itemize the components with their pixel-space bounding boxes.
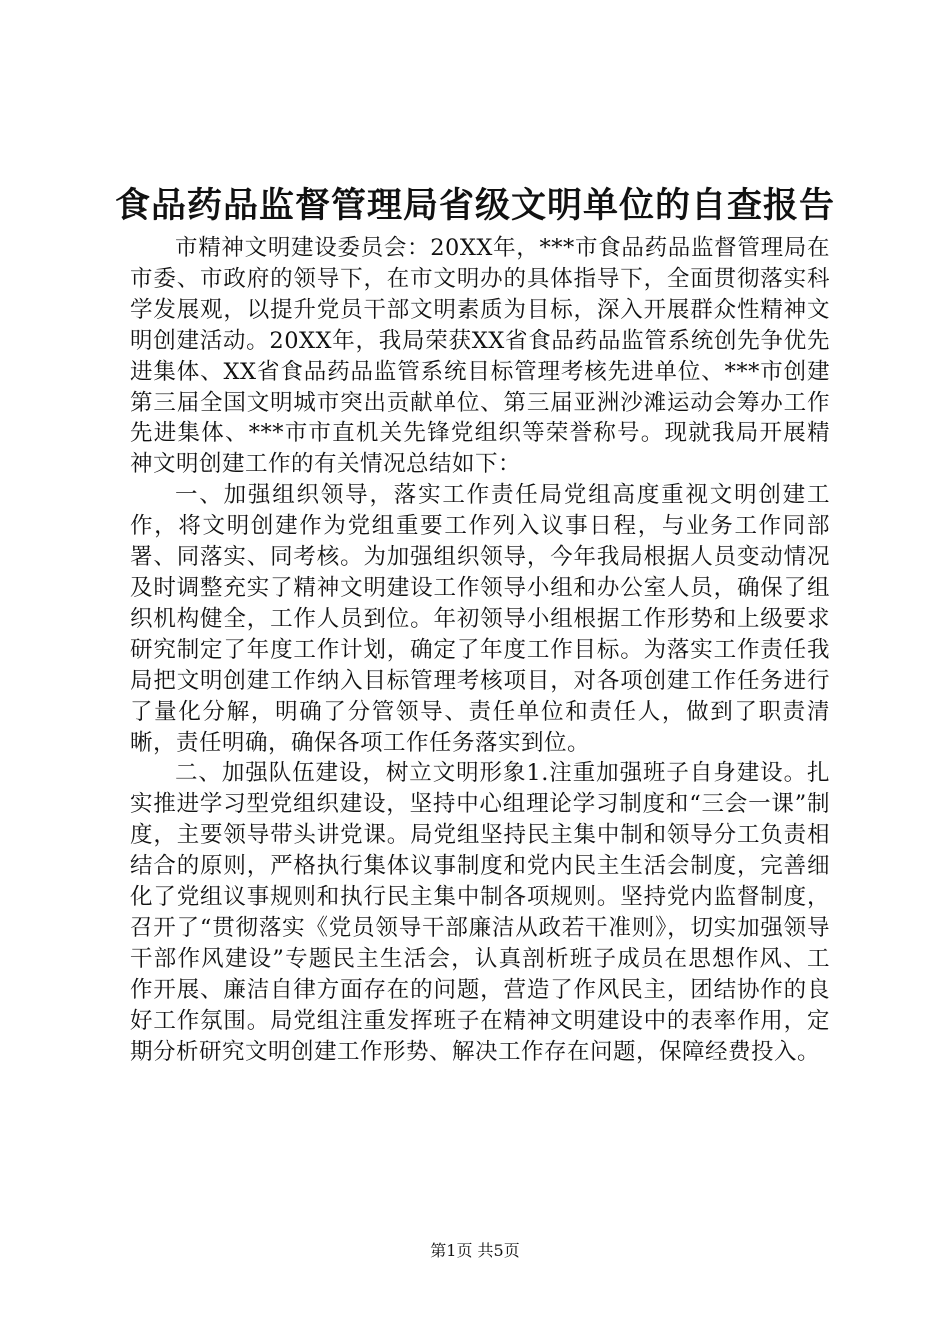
- paragraph-section-one: 一、加强组织领导，落实工作责任局党组高度重视文明创建工作，将文明创建作为党组重要工作列入议事日程，与业务工作同部署、同落实、同考核。为加强组织领导，今年我局根据人员变动情况及时调整充实了精神文明建设工作领导小组和办公室人员，确保了组织机构健全，工作人员到位。年初领导小组根据工作形势和上级要求研究制定了年度工作计划，确定了年度工作目标。为落实工作责任我局把文明创建工作纳入目标管理考核项目，对各项创建工作任务进行了量化分解，明确了分管领导、责任单位和责任人，做到了职责清晰，责任明确，确保各项工作任务落实到位。: [130, 482, 830, 756]
- paragraph-intro: 市精神文明建设委员会：20XX年，***市食品药品监督管理局在市委、市政府的领导下，在市文明办的具体指导下，全面贯彻落实科学发展观，以提升党员干部文明素质为目标，深入开展群众性精神文明创建活动。20XX年，我局荣获XX省食品药品监管系统创先争优先进集体、XX省食品药品监管系统目标管理考核先进单位、***市创建第三届全国文明城市突出贡献单位、第三届亚洲沙滩运动会筹办工作先进集体、***市市直机关先锋党组织等荣誉称号。现就我局开展精神文明创建工作的有关情况总结如下：: [130, 235, 830, 478]
- document-body: [130, 233, 830, 1067]
- paragraph-section-two: 二、加强队伍建设，树立文明形象1.注重加强班子自身建设。扎实推进学习型党组织建设，坚持中心组理论学习制度和“三会一课”制度，主要领导带头讲党课。局党组坚持民主集中制和领导分工负责相结合的原则，严格执行集体议事制度和党内民主生活会制度，完善细化了党组议事规则和执行民主集中制各项规则。坚持党内监督制度，召开了“贯彻落实《党员领导干部廉洁从政若干准则》，切实加强领导干部作风建设”专题民主生活会，认真剖析班子成员在思想作风、工作开展、廉洁自律方面存在的问题，营造了作风民主，团结协作的良好工作氛围。局党组注重发挥班子在精神文明建设中的表率作用，定期分析研究文明创建工作形势、解决工作存在问题，保障经费投入。: [130, 760, 830, 1065]
- page-footer: 第1页 共5页: [430, 1241, 520, 1260]
- document-title: 食品药品监督管理局省级文明单位的自查报告: [114, 186, 835, 226]
